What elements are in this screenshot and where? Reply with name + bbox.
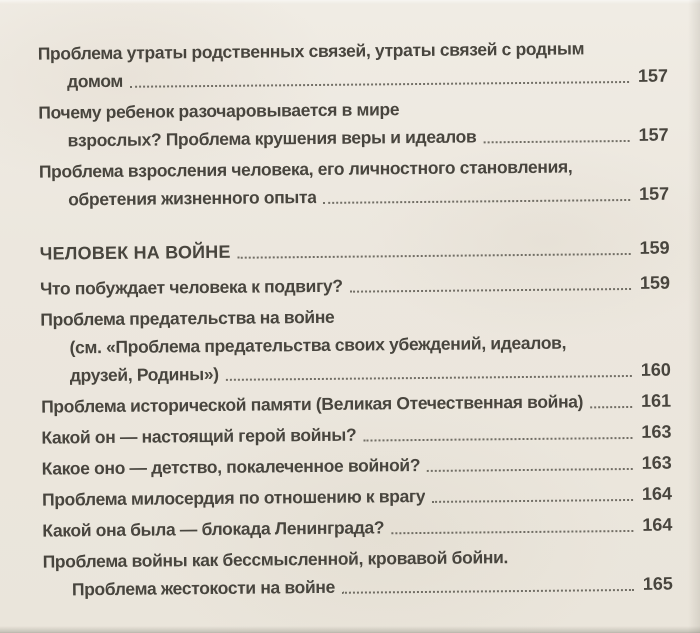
entry-title-text: Проблема предательства на войне <box>40 306 335 330</box>
page-number: 163 <box>641 421 672 442</box>
dot-leader <box>363 437 632 442</box>
toc-entry <box>38 93 669 155</box>
entry-title-text: (см. «Проблема предательства своих убеждений, идеалов, <box>69 332 567 358</box>
section-title: ЧЕЛОВЕК НА ВОЙНЕ <box>39 241 231 264</box>
dot-leader <box>130 81 629 88</box>
toc-line <box>41 387 671 421</box>
page-number: 159 <box>639 237 670 258</box>
dot-leader <box>324 199 631 204</box>
scan-edge-bottom <box>0 626 700 633</box>
toc-entry <box>42 449 672 483</box>
toc-line <box>42 511 672 545</box>
entry-title-text: Проблема взросления человека, его личностного становления, <box>38 156 573 182</box>
toc-entry <box>42 511 672 545</box>
dot-leader <box>483 140 629 143</box>
toc-entry <box>40 300 671 390</box>
entry-title-text: Проблема милосердия по отношению к врагу <box>41 485 426 510</box>
entry-title-text: Проблема утраты родственных связей, утраты связей с родным <box>37 38 585 64</box>
entry-title-text: Почему ребенок разочаровывается в мире <box>38 99 400 123</box>
page-number: 164 <box>642 514 673 535</box>
dot-leader <box>238 253 631 259</box>
entry-title-text: домом <box>66 70 124 92</box>
toc-entry <box>42 480 672 514</box>
toc-line <box>40 234 670 268</box>
dot-leader <box>432 499 633 503</box>
toc-entry <box>41 418 671 452</box>
page-number: 159 <box>639 272 671 293</box>
page-number: 157 <box>638 183 670 204</box>
dot-leader <box>391 530 633 534</box>
page-number: 157 <box>638 124 669 145</box>
entry-title-text: Какое оно — детство, покалеченное войной? <box>41 455 421 479</box>
toc-entry <box>43 542 674 604</box>
toc-section-heading <box>40 234 670 268</box>
toc-entry <box>40 269 670 303</box>
toc-line <box>43 570 673 604</box>
dot-leader <box>342 589 634 594</box>
entry-title-text: Проблема жестокости на войне <box>71 576 336 600</box>
entry-title-text: Проблема войны как бессмысленной, кровавой бойни. <box>42 547 509 572</box>
entry-title-text: обретения жизненного опыта <box>68 186 317 210</box>
page-number: 164 <box>641 483 673 504</box>
toc-entry <box>41 387 671 421</box>
toc-entry <box>38 34 669 96</box>
entry-title-text: Какой она была — блокада Ленинграда? <box>42 517 385 541</box>
scan-edge-right <box>688 0 700 633</box>
toc-line <box>38 121 668 155</box>
entry-title-text: Проблема исторической памяти (Великая Отечественная война) <box>41 391 584 417</box>
entry-title-text: друзей, Родины») <box>69 363 219 386</box>
dot-leader <box>427 468 633 472</box>
entry-title-text: взрослых? Проблема крушения веры и идеалов <box>67 126 477 151</box>
dot-leader <box>590 406 632 408</box>
dot-leader <box>350 288 631 293</box>
entry-title-text: Какой он — настоящий герой войны? <box>41 424 357 448</box>
toc-line <box>41 356 671 390</box>
page-number: 165 <box>642 573 673 594</box>
toc-entry <box>39 152 670 214</box>
dot-leader <box>226 375 632 381</box>
toc-line <box>42 449 672 483</box>
toc-line <box>40 269 670 303</box>
page-number: 161 <box>640 390 672 411</box>
scan-edge-top <box>0 0 700 4</box>
page-number: 160 <box>640 359 671 380</box>
toc-line <box>41 418 671 452</box>
page-number: 157 <box>637 65 669 86</box>
toc-line <box>42 480 672 514</box>
entry-title-text: Что побуждает человека к подвигу? <box>39 275 343 299</box>
toc-line <box>39 180 669 214</box>
page-number: 163 <box>641 452 672 473</box>
